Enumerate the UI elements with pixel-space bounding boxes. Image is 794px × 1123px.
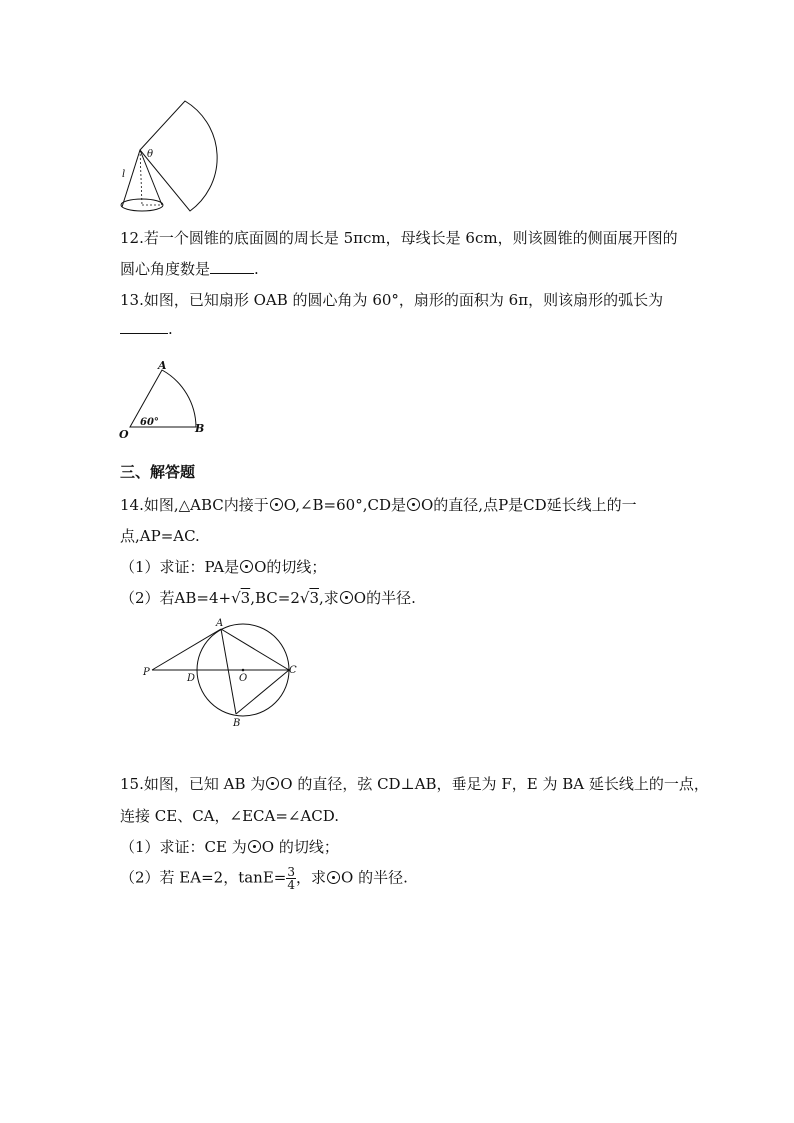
label-O: O	[119, 428, 129, 441]
q12-line1: 12.若一个圆锥的底面圆的周长是 5πcm，母线长是 6cm，则该圆锥的侧面展开图的	[120, 229, 678, 247]
label-D: D	[187, 673, 196, 684]
cone-figure	[110, 95, 220, 220]
circle-symbol	[327, 871, 340, 884]
label-A: A	[158, 359, 167, 372]
label-l: l	[122, 169, 126, 180]
label-B: B	[195, 422, 205, 435]
circle-symbol	[248, 840, 261, 853]
circle-symbol	[407, 498, 420, 511]
label-theta: θ	[147, 149, 154, 160]
q15-part2: （2）若 EA=2，tanE= $\frac{3}{4}$ ，求 O 的半径.	[120, 865, 408, 892]
q15-line1: 15.如图，已知 AB 为 O 的直径，弦 CD⊥AB，垂足为 F，E 为 BA 延长线上的一点，	[120, 775, 709, 793]
cone-height	[140, 150, 142, 205]
segment-AC	[221, 629, 289, 670]
circle-symbol	[340, 591, 353, 604]
q14-line2: 点,AP=AC.	[120, 527, 200, 545]
sector-figure	[115, 358, 215, 443]
q14-part2: （2）若AB=4+√3,BC=2√3,求 O的半径.	[120, 589, 416, 607]
q14-part1: （1）求证：PA是 O的切线；	[120, 558, 327, 576]
circle-figure	[140, 615, 310, 730]
circle-symbol	[270, 498, 283, 511]
segment-AB	[221, 629, 236, 714]
q15-line2: 连接 CE、CA，∠ECA=∠ACD.	[120, 807, 340, 825]
label-O: O	[239, 673, 248, 684]
label-P: P	[143, 667, 150, 678]
center-dot	[242, 669, 245, 672]
section-title: 三、解答题	[120, 463, 196, 481]
q12-line2: 圆心角度数是 .	[120, 260, 259, 278]
answer-blank	[210, 261, 254, 274]
label-C: C	[289, 665, 297, 676]
circle-symbol	[240, 560, 253, 573]
q14-line1: 14.如图,△ABC内接于 O,∠B=60°,CD是 O的直径,点P是CD延长线上的一	[120, 496, 637, 514]
label-B: B	[233, 718, 241, 729]
label-A: A	[216, 618, 224, 629]
q13-line1: 13.如图，已知扇形 OAB 的圆心角为 60°，扇形的面积为 6π，则该扇形的弧长为	[120, 291, 664, 309]
segment-PA	[152, 629, 221, 670]
q15-part1: （1）求证：CE 为 O 的切线；	[120, 838, 339, 856]
q13-line2: .	[120, 320, 173, 338]
circle-symbol	[266, 777, 279, 790]
answer-blank	[120, 321, 168, 334]
fraction: $\frac{3}{4}$	[287, 865, 295, 892]
angle-label: 60°	[140, 417, 159, 428]
